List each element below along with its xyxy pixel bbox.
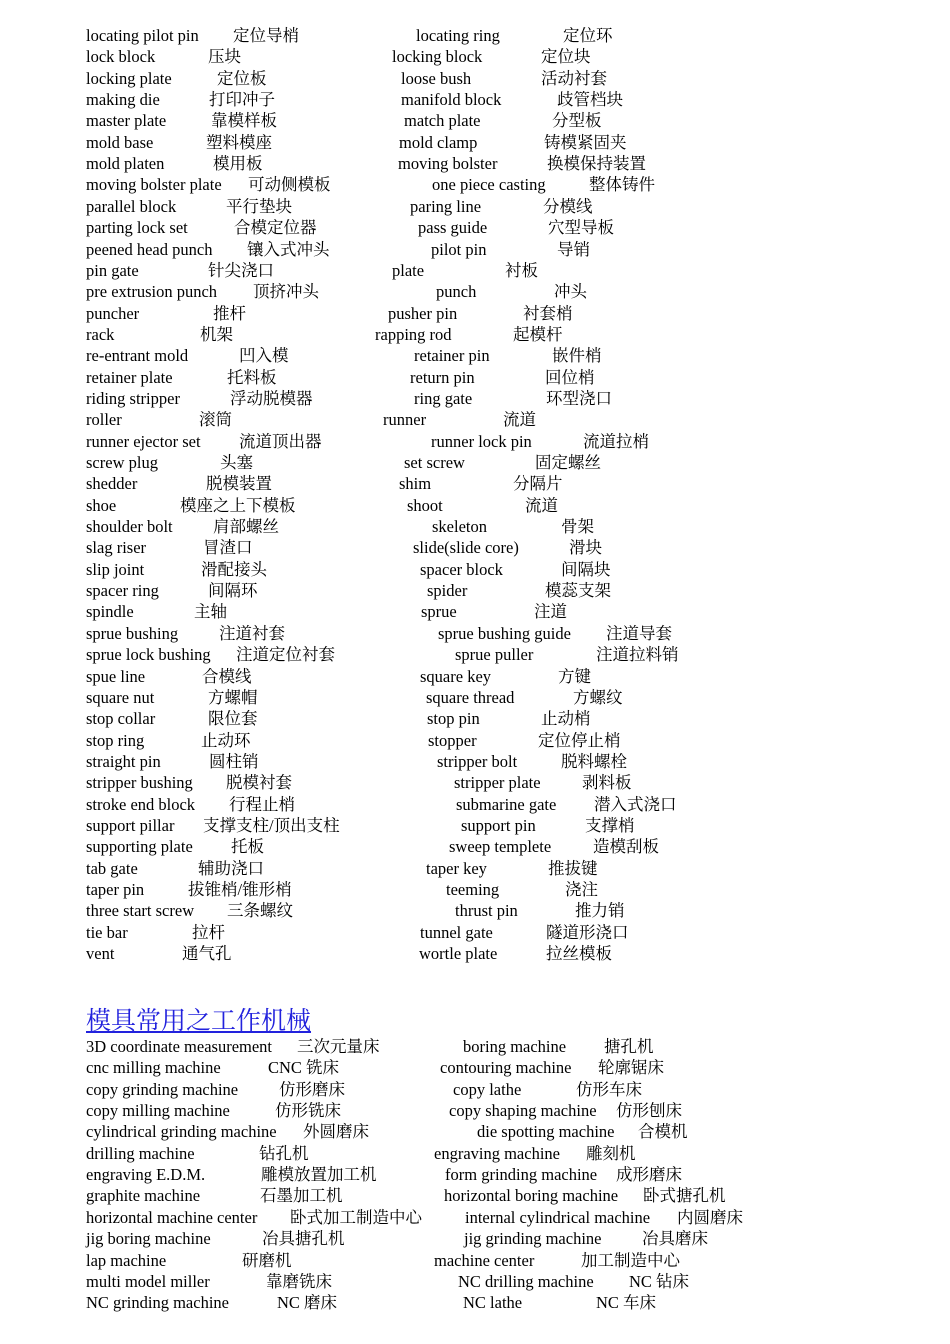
term-en-right: ring gate bbox=[414, 388, 473, 408]
term-zh-right: 活动衬套 bbox=[541, 68, 607, 88]
glossary-row bbox=[0, 388, 950, 409]
term-zh-right: 隧道形浇口 bbox=[546, 922, 629, 942]
term-zh: 头塞 bbox=[220, 453, 253, 472]
term-en: mold base bbox=[86, 132, 154, 152]
term-zh-right: 加工制造中心 bbox=[581, 1250, 680, 1270]
term-zh-right: 成形磨床 bbox=[616, 1165, 682, 1185]
glossary-row bbox=[0, 495, 950, 516]
term-en: shoulder bolt bbox=[86, 517, 173, 537]
term-zh-right: 注道导套 bbox=[606, 623, 672, 643]
term-zh-right: 拉丝模板 bbox=[546, 944, 612, 964]
term-en-right: contouring machine bbox=[440, 1058, 572, 1078]
term-en-right: stop pin bbox=[427, 709, 480, 729]
glossary-row bbox=[0, 217, 950, 238]
term-zh-right: 流道拉梢 bbox=[583, 431, 649, 451]
machine-row bbox=[0, 1036, 950, 1057]
term-zh-right: 定位块 bbox=[541, 47, 591, 67]
term-zh: NC 磨床 bbox=[277, 1293, 338, 1313]
term-en-right: shoot bbox=[407, 495, 443, 515]
term-en-right: horizontal boring machine bbox=[444, 1186, 619, 1206]
term-en-right: punch bbox=[436, 282, 477, 302]
term-en-right: stripper plate bbox=[454, 773, 541, 793]
glossary-row bbox=[0, 943, 950, 964]
term-zh-right: 剥料板 bbox=[582, 773, 632, 793]
term-zh: 模用板 bbox=[213, 154, 263, 174]
term-zh: 模座之上下模板 bbox=[180, 495, 296, 515]
term-en: cnc milling machine bbox=[86, 1058, 221, 1078]
term-en-right: engraving machine bbox=[434, 1143, 560, 1163]
term-en-right: slide(slide core) bbox=[413, 538, 519, 558]
term-en: screw plug bbox=[86, 453, 158, 472]
term-en-right: teeming bbox=[446, 880, 500, 899]
glossary-row bbox=[0, 345, 950, 366]
term-en: puncher bbox=[86, 303, 140, 323]
glossary-row bbox=[0, 794, 950, 815]
term-zh-right: 定位环 bbox=[563, 26, 613, 45]
glossary-row bbox=[0, 580, 950, 601]
term-zh: 针尖浇口 bbox=[208, 260, 274, 280]
term-zh: 定位板 bbox=[217, 68, 267, 88]
term-en-right: skeleton bbox=[432, 517, 487, 537]
term-en-right: square key bbox=[420, 666, 492, 686]
term-zh: 间隔环 bbox=[208, 581, 258, 601]
term-en: stop collar bbox=[86, 709, 156, 729]
term-zh-right: 回位梢 bbox=[545, 367, 595, 387]
glossary-row bbox=[0, 708, 950, 729]
glossary-row bbox=[0, 409, 950, 430]
term-en-right: locating ring bbox=[416, 26, 500, 45]
term-zh-right: 浇注 bbox=[565, 880, 598, 899]
machine-row bbox=[0, 1185, 950, 1206]
term-en: lap machine bbox=[86, 1250, 167, 1270]
term-zh-right: 方键 bbox=[558, 666, 591, 686]
term-zh: 石墨加工机 bbox=[260, 1186, 343, 1206]
glossary-row bbox=[0, 452, 950, 473]
term-zh-right: 内圆磨床 bbox=[677, 1207, 743, 1227]
term-en-right: support pin bbox=[461, 815, 536, 835]
machine-row bbox=[0, 1228, 950, 1249]
term-en: peened head punch bbox=[86, 239, 213, 259]
term-zh: 雕模放置加工机 bbox=[261, 1165, 377, 1185]
machine-row bbox=[0, 1079, 950, 1100]
term-zh-right: 仿形刨床 bbox=[616, 1101, 682, 1121]
machine-row bbox=[0, 1271, 950, 1292]
term-zh-right: 固定螺丝 bbox=[535, 453, 601, 472]
term-en-right: submarine gate bbox=[456, 794, 557, 814]
term-zh-right: 滑块 bbox=[569, 538, 602, 558]
term-en-right: pass guide bbox=[418, 218, 488, 238]
glossary-row bbox=[0, 751, 950, 772]
term-en-right: sweep templete bbox=[449, 837, 552, 857]
glossary-row bbox=[0, 239, 950, 260]
glossary-row bbox=[0, 730, 950, 751]
term-en: cylindrical grinding machine bbox=[86, 1122, 277, 1142]
glossary-row bbox=[0, 516, 950, 537]
term-zh-right: 合模机 bbox=[638, 1122, 688, 1142]
term-en-right: retainer pin bbox=[414, 346, 490, 366]
term-zh-right: 方螺纹 bbox=[573, 687, 623, 707]
term-en-right: form grinding machine bbox=[445, 1165, 598, 1185]
machine-row bbox=[0, 1207, 950, 1228]
term-en-right: copy lathe bbox=[453, 1079, 522, 1099]
term-zh-right: 整体铸件 bbox=[589, 175, 655, 195]
term-en: stroke end block bbox=[86, 794, 196, 814]
term-zh: 辅助浇口 bbox=[198, 858, 264, 878]
term-zh: 脱模衬套 bbox=[226, 773, 292, 793]
glossary-row bbox=[0, 431, 950, 452]
term-en: mold platen bbox=[86, 154, 165, 174]
term-en: 3D coordinate measurement bbox=[86, 1037, 273, 1056]
term-en-right: thrust pin bbox=[455, 901, 518, 921]
term-zh-right: 仿形车床 bbox=[576, 1079, 642, 1099]
term-en: riding stripper bbox=[86, 388, 180, 408]
term-zh: 止动环 bbox=[201, 730, 251, 750]
term-en: drilling machine bbox=[86, 1143, 195, 1163]
term-zh: 定位导梢 bbox=[233, 26, 299, 45]
term-en: tie bar bbox=[86, 922, 128, 942]
term-en: supporting plate bbox=[86, 837, 193, 857]
term-zh: 钻孔机 bbox=[259, 1143, 309, 1163]
glossary-row bbox=[0, 879, 950, 900]
term-zh-right: 衬套梢 bbox=[523, 303, 573, 323]
term-en-right: mold clamp bbox=[399, 132, 478, 152]
term-en-right: boring machine bbox=[463, 1037, 567, 1056]
term-en-right: NC drilling machine bbox=[458, 1271, 594, 1291]
term-zh: 冶具搪孔机 bbox=[262, 1229, 345, 1249]
term-zh-right: 脱料螺栓 bbox=[561, 751, 627, 771]
term-zh-right: 分模线 bbox=[543, 196, 593, 216]
term-en: jig boring machine bbox=[86, 1229, 211, 1249]
term-zh-right: 冲头 bbox=[554, 282, 587, 302]
term-en: vent bbox=[86, 944, 115, 964]
glossary-row bbox=[0, 196, 950, 217]
term-zh: 三条螺纹 bbox=[227, 901, 293, 921]
machine-row bbox=[0, 1100, 950, 1121]
term-en: master plate bbox=[86, 111, 167, 131]
glossary-row bbox=[0, 900, 950, 921]
term-en: straight pin bbox=[86, 751, 161, 771]
term-zh: CNC 铣床 bbox=[268, 1058, 340, 1078]
term-zh: 主轴 bbox=[194, 602, 227, 622]
term-zh-right: 搪孔机 bbox=[604, 1037, 654, 1056]
term-en: copy milling machine bbox=[86, 1101, 230, 1121]
term-en: support pillar bbox=[86, 815, 175, 835]
term-zh-right: 止动梢 bbox=[541, 709, 591, 729]
term-en-right: shim bbox=[399, 474, 432, 494]
glossary-row bbox=[0, 687, 950, 708]
glossary-row bbox=[0, 644, 950, 665]
glossary-row bbox=[0, 132, 950, 153]
glossary-row bbox=[0, 922, 950, 943]
term-en-right: stopper bbox=[428, 730, 477, 750]
term-zh-right: 导销 bbox=[557, 239, 590, 259]
term-zh: 顶挤冲头 bbox=[253, 282, 319, 302]
term-en: retainer plate bbox=[86, 367, 173, 387]
glossary-row bbox=[0, 324, 950, 345]
glossary-row bbox=[0, 367, 950, 388]
term-en: stripper bushing bbox=[86, 773, 193, 793]
term-zh-right: 模蕊支架 bbox=[545, 581, 611, 601]
glossary-row bbox=[0, 623, 950, 644]
term-zh-right: 环型浇口 bbox=[546, 388, 612, 408]
term-en-right: pusher pin bbox=[388, 303, 458, 323]
term-zh-right: 穴型导板 bbox=[548, 218, 614, 238]
term-zh-right: 潜入式浇口 bbox=[594, 794, 677, 814]
term-en: shedder bbox=[86, 474, 138, 494]
term-en-right: spacer block bbox=[420, 559, 503, 579]
term-en: spacer ring bbox=[86, 581, 159, 601]
term-en-right: stripper bolt bbox=[437, 751, 518, 771]
term-en: sprue lock bushing bbox=[86, 645, 211, 665]
machine-row bbox=[0, 1143, 950, 1164]
term-en-right: rapping rod bbox=[375, 324, 452, 344]
term-zh: 滑配接头 bbox=[201, 559, 267, 579]
term-en: pin gate bbox=[86, 260, 139, 280]
term-zh: 通气孔 bbox=[182, 944, 232, 964]
term-en-right: copy shaping machine bbox=[449, 1101, 597, 1121]
term-zh-right: 换模保持装置 bbox=[547, 154, 646, 174]
term-en: taper pin bbox=[86, 880, 145, 899]
term-en-right: taper key bbox=[426, 858, 487, 878]
term-zh: 仿形磨床 bbox=[279, 1079, 345, 1099]
term-en: making die bbox=[86, 90, 160, 110]
term-en-right: return pin bbox=[410, 367, 475, 387]
term-en: re-entrant mold bbox=[86, 346, 189, 366]
term-zh-right: 定位停止梢 bbox=[538, 730, 621, 750]
term-en: three start screw bbox=[86, 901, 195, 921]
term-zh: 研磨机 bbox=[242, 1250, 292, 1270]
term-en: parting lock set bbox=[86, 218, 188, 238]
term-en-right: tunnel gate bbox=[420, 922, 493, 942]
term-en: locating pilot pin bbox=[86, 26, 199, 45]
term-zh: 流道顶出器 bbox=[239, 431, 322, 451]
term-en: moving bolster plate bbox=[86, 175, 222, 195]
term-zh: 托板 bbox=[231, 837, 264, 857]
term-zh: 推杆 bbox=[213, 303, 246, 323]
term-en: sprue bushing bbox=[86, 623, 179, 643]
term-en-right: sprue bbox=[421, 602, 457, 622]
term-zh-right: 衬板 bbox=[505, 260, 538, 280]
term-en: square nut bbox=[86, 687, 155, 707]
term-zh: 行程止梢 bbox=[229, 794, 295, 814]
term-en-right: loose bush bbox=[401, 68, 472, 88]
term-en: parallel block bbox=[86, 196, 177, 216]
glossary-row bbox=[0, 110, 950, 131]
term-zh: 冒渣口 bbox=[203, 538, 253, 558]
term-zh: 圆柱销 bbox=[209, 751, 259, 771]
term-en-right: set screw bbox=[404, 453, 465, 472]
glossary-row bbox=[0, 772, 950, 793]
term-en-right: machine center bbox=[434, 1250, 535, 1270]
term-en: NC grinding machine bbox=[86, 1293, 229, 1313]
term-en: runner ejector set bbox=[86, 431, 201, 451]
term-zh-right: 流道 bbox=[525, 495, 558, 515]
term-zh: 平行垫块 bbox=[226, 196, 292, 216]
term-zh: 合模线 bbox=[202, 666, 252, 686]
term-zh: 方螺帽 bbox=[208, 687, 258, 707]
term-zh: 托料板 bbox=[227, 367, 277, 387]
term-zh: 靠磨铣床 bbox=[266, 1271, 332, 1291]
term-en: engraving E.D.M. bbox=[86, 1165, 206, 1185]
term-en-right: wortle plate bbox=[419, 944, 498, 964]
glossary-row bbox=[0, 303, 950, 324]
term-zh-right: 注道拉料销 bbox=[596, 645, 679, 665]
term-en: graphite machine bbox=[86, 1186, 201, 1206]
term-en: stop ring bbox=[86, 730, 145, 750]
glossary-row bbox=[0, 666, 950, 687]
section-heading[interactable]: 模具常用之工作机械 bbox=[86, 1008, 312, 1035]
term-en-right: locking block bbox=[392, 47, 483, 67]
term-zh: 脱模装置 bbox=[206, 474, 272, 494]
term-en-right: square thread bbox=[426, 687, 515, 707]
term-en-right: jig grinding machine bbox=[464, 1229, 602, 1249]
term-zh-right: NC 车床 bbox=[596, 1293, 657, 1313]
term-zh: 外圆磨床 bbox=[303, 1122, 369, 1142]
term-en-right: plate bbox=[392, 260, 425, 280]
term-zh: 可动侧模板 bbox=[248, 175, 331, 195]
term-zh: 滚筒 bbox=[199, 410, 232, 430]
term-zh-right: 卧式搪孔机 bbox=[643, 1186, 726, 1206]
glossary-row bbox=[0, 281, 950, 302]
term-zh-right: 嵌件梢 bbox=[552, 346, 602, 366]
term-zh-right: 雕刻机 bbox=[586, 1143, 636, 1163]
term-en-right: moving bolster bbox=[398, 154, 498, 174]
term-en-right: pilot pin bbox=[431, 239, 487, 259]
term-en-right: sprue puller bbox=[455, 645, 534, 665]
term-en: roller bbox=[86, 410, 122, 430]
term-en: horizontal machine center bbox=[86, 1207, 258, 1227]
term-en: locking plate bbox=[86, 68, 172, 88]
term-en: rack bbox=[86, 324, 115, 344]
term-zh: 注道衬套 bbox=[219, 623, 285, 643]
term-en: slag riser bbox=[86, 538, 147, 558]
term-en-right: runner bbox=[383, 410, 427, 430]
term-en-right: sprue bushing guide bbox=[438, 623, 571, 643]
term-en: spindle bbox=[86, 602, 134, 622]
term-en-right: runner lock pin bbox=[431, 431, 532, 451]
term-zh-right: 冶具磨床 bbox=[642, 1229, 708, 1249]
term-en: spue line bbox=[86, 666, 146, 686]
term-en-right: manifold block bbox=[401, 90, 502, 110]
glossary-row bbox=[0, 537, 950, 558]
glossary-row bbox=[0, 260, 950, 281]
term-zh-right: 造模刮板 bbox=[593, 837, 659, 857]
term-en-right: one piece casting bbox=[432, 175, 546, 195]
term-en-right: spider bbox=[427, 581, 468, 601]
term-zh: 打印冲子 bbox=[209, 90, 275, 110]
term-zh: 支撑支柱/顶出支柱 bbox=[203, 815, 340, 835]
machine-row bbox=[0, 1164, 950, 1185]
term-en-right: paring line bbox=[410, 196, 482, 216]
term-en-right: match plate bbox=[404, 111, 481, 131]
term-en: multi model miller bbox=[86, 1271, 210, 1291]
term-zh: 仿形铣床 bbox=[275, 1101, 341, 1121]
glossary-row bbox=[0, 174, 950, 195]
term-zh-right: 流道 bbox=[503, 410, 536, 430]
glossary-row bbox=[0, 68, 950, 89]
glossary-row bbox=[0, 89, 950, 110]
glossary-row bbox=[0, 25, 950, 46]
glossary-row bbox=[0, 836, 950, 857]
term-zh: 塑料模座 bbox=[206, 132, 272, 152]
term-en: tab gate bbox=[86, 858, 138, 878]
glossary-row bbox=[0, 815, 950, 836]
glossary-row bbox=[0, 153, 950, 174]
term-zh: 注道定位衬套 bbox=[236, 645, 335, 665]
term-zh-right: 分隔片 bbox=[513, 474, 563, 494]
term-zh: 凹入模 bbox=[239, 346, 289, 366]
term-zh-right: 分型板 bbox=[552, 111, 602, 131]
term-en-right: NC lathe bbox=[463, 1293, 523, 1313]
term-zh: 靠模样板 bbox=[211, 111, 277, 131]
glossary-row bbox=[0, 46, 950, 67]
machine-row bbox=[0, 1250, 950, 1271]
term-en-right: die spotting machine bbox=[477, 1122, 615, 1142]
machine-row bbox=[0, 1292, 950, 1313]
glossary-row bbox=[0, 858, 950, 879]
term-zh: 浮动脱模器 bbox=[230, 388, 313, 408]
glossary-row bbox=[0, 559, 950, 580]
term-zh-right: 间隔块 bbox=[561, 559, 611, 579]
term-zh-right: 骨架 bbox=[561, 517, 594, 537]
term-zh-right: 推拔键 bbox=[548, 858, 598, 878]
term-zh-right: 铸模紧固夹 bbox=[544, 132, 627, 152]
term-zh: 限位套 bbox=[208, 709, 258, 729]
glossary-row bbox=[0, 601, 950, 622]
term-en: copy grinding machine bbox=[86, 1079, 239, 1099]
term-zh: 拉杆 bbox=[192, 922, 225, 942]
term-zh: 压块 bbox=[208, 47, 241, 67]
term-en: pre extrusion punch bbox=[86, 282, 218, 302]
term-zh: 拔锥梢/锥形梢 bbox=[188, 880, 292, 899]
term-en: shoe bbox=[86, 495, 117, 515]
machine-row bbox=[0, 1057, 950, 1078]
term-en: lock block bbox=[86, 47, 156, 67]
term-zh-right: 歧管档块 bbox=[557, 90, 623, 110]
term-zh-right: 轮廓锯床 bbox=[598, 1058, 664, 1078]
glossary-row bbox=[0, 473, 950, 494]
term-zh: 镶入式冲头 bbox=[247, 239, 330, 259]
term-zh-right: 推力销 bbox=[575, 901, 625, 921]
term-zh-right: NC 钻床 bbox=[629, 1271, 690, 1291]
term-zh: 卧式加工制造中心 bbox=[290, 1207, 422, 1227]
term-zh-right: 起模杆 bbox=[513, 324, 563, 344]
term-zh-right: 注道 bbox=[534, 602, 567, 622]
term-zh: 机架 bbox=[200, 324, 233, 344]
term-zh-right: 支撑梢 bbox=[585, 815, 635, 835]
term-zh: 合模定位器 bbox=[234, 218, 317, 238]
term-en: slip joint bbox=[86, 559, 145, 579]
term-en-right: internal cylindrical machine bbox=[465, 1207, 651, 1227]
term-zh: 肩部螺丝 bbox=[213, 517, 279, 537]
term-zh: 三次元量床 bbox=[297, 1037, 380, 1056]
machine-row bbox=[0, 1121, 950, 1142]
